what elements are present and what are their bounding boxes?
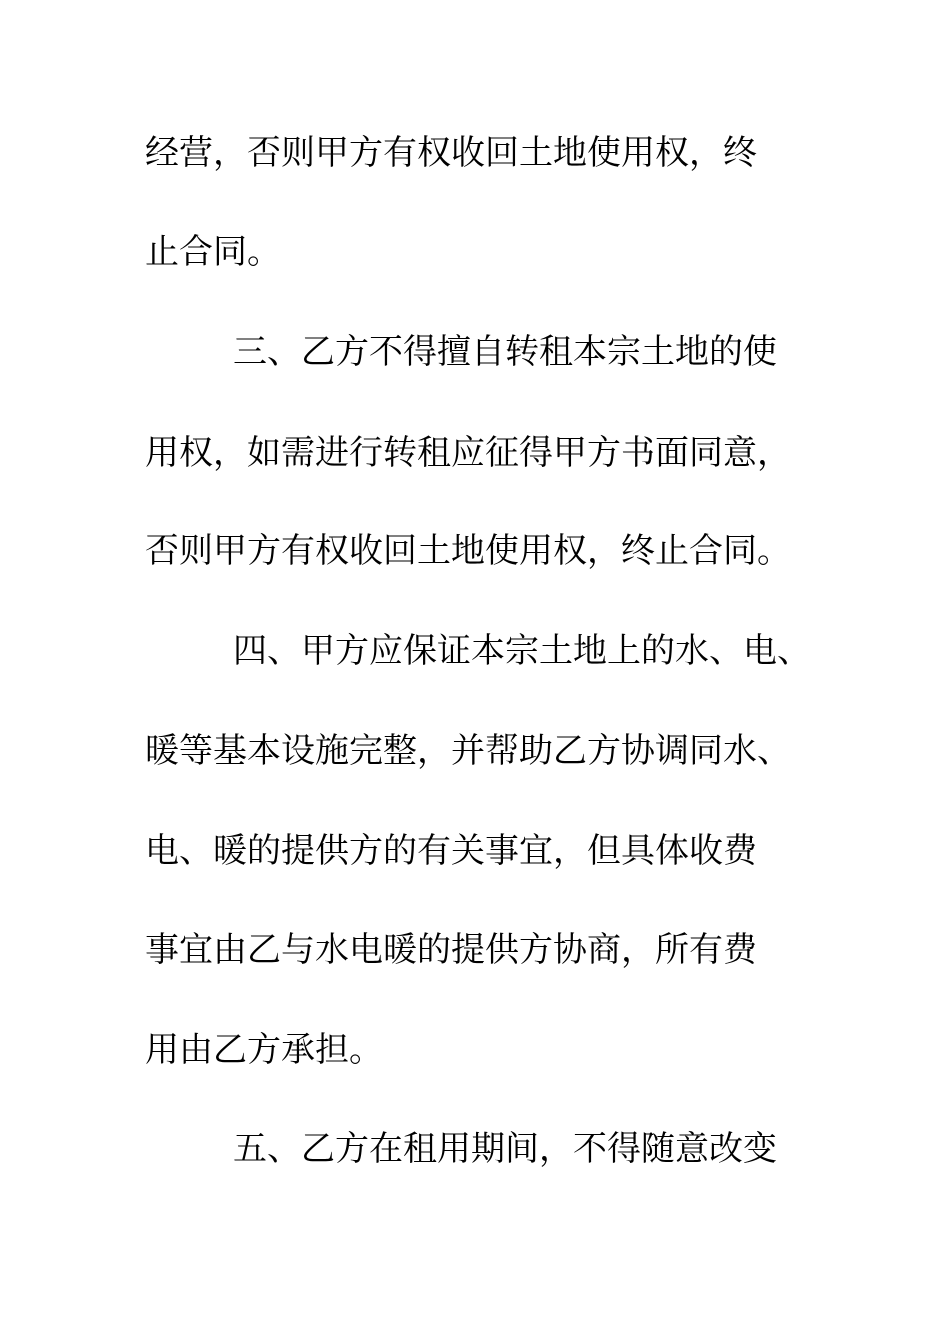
text-line-9: 事宜由乙与水电暖的提供方协商，所有费: [145, 930, 757, 970]
clause-4-start: 四、甲方应保证本宗土地上的水、电、: [233, 631, 811, 671]
text-line-2: 止合同。: [145, 232, 281, 272]
clause-5-start: 五、乙方在租用期间，不得随意改变: [233, 1129, 777, 1169]
text-line-7: 暖等基本设施完整，并帮助乙方协调同水、: [145, 731, 791, 771]
text-line-8: 电、暖的提供方的有关事宜，但具体收费: [145, 831, 757, 871]
text-line-5: 否则甲方有权收回土地使用权，终止合同。: [145, 531, 791, 571]
text-line-4: 用权，如需进行转租应征得甲方书面同意，: [145, 433, 791, 473]
text-line-10: 用由乙方承担。: [145, 1030, 383, 1070]
text-line-1: 经营，否则甲方有权收回土地使用权，终: [145, 133, 757, 173]
clause-3-start: 三、乙方不得擅自转租本宗土地的使: [233, 332, 777, 372]
